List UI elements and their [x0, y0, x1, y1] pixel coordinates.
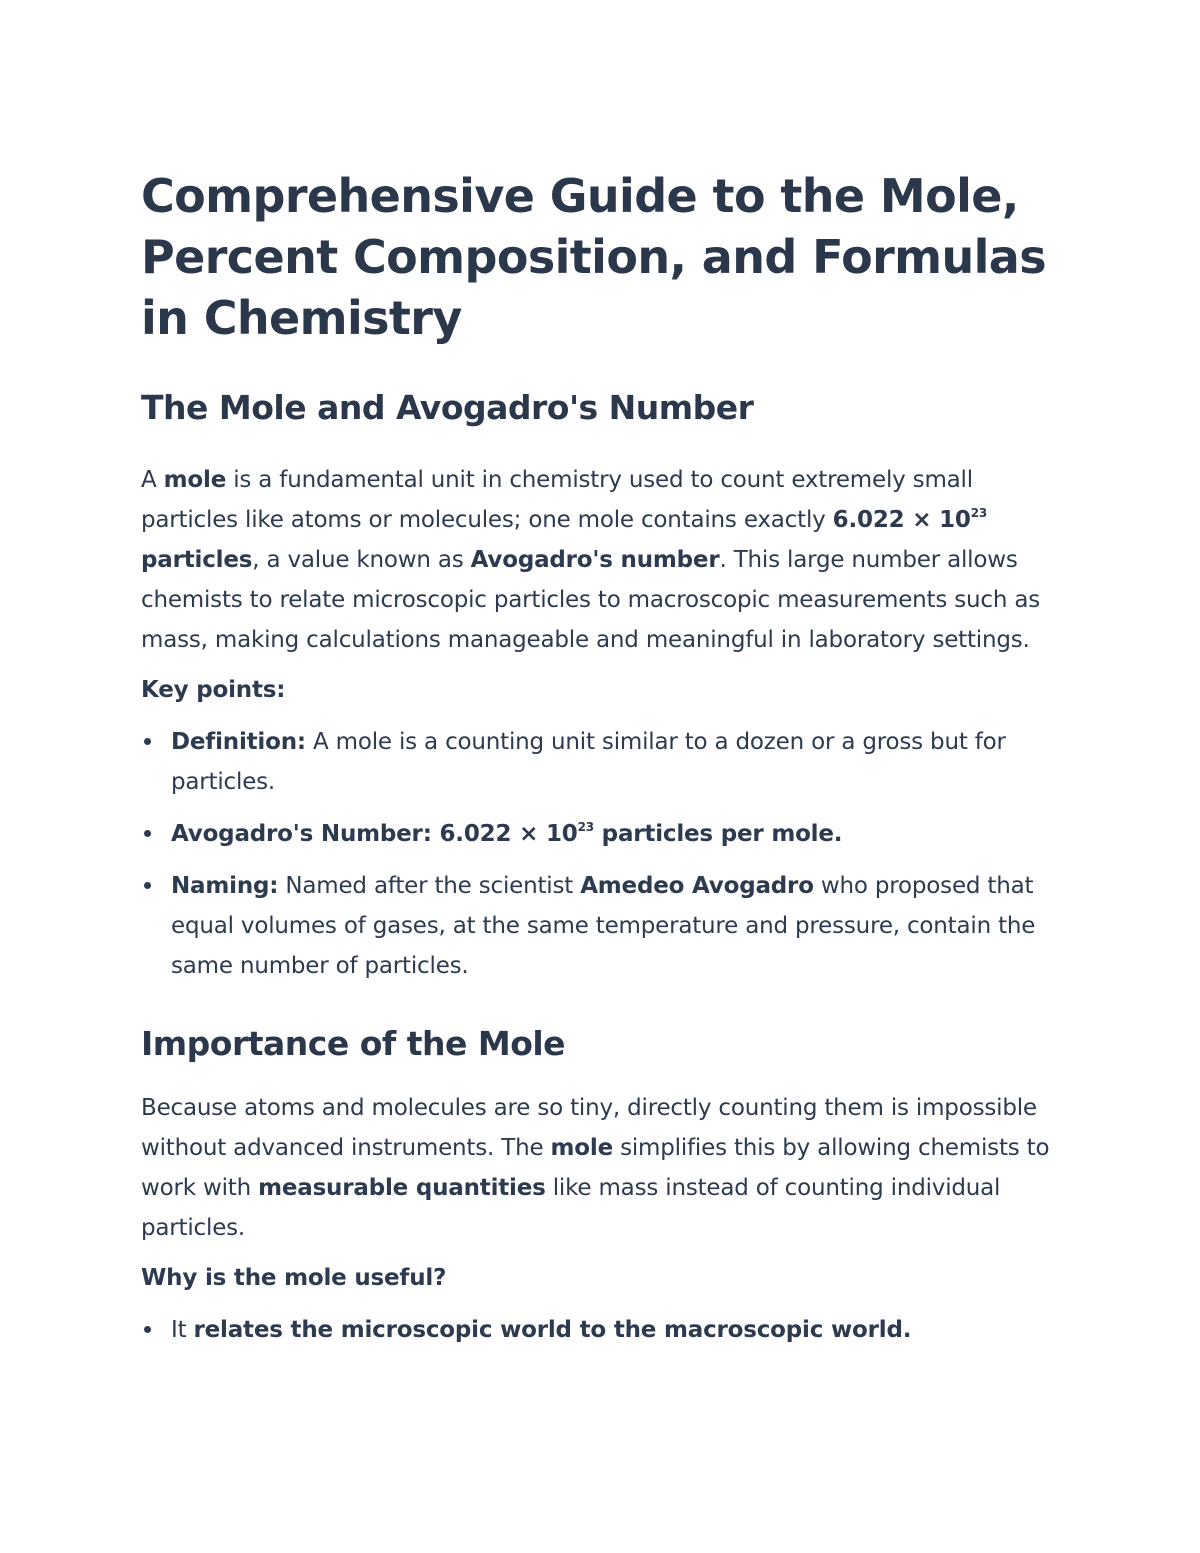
bullet-icon	[144, 882, 151, 889]
text-run: Because atoms and molecules are so tiny, directly counting them is impossible without advanced instruments. The	[141, 1095, 1037, 1161]
bullet-icon	[144, 1326, 151, 1333]
bold-run: 6.022 × 10	[832, 507, 971, 533]
bold-run: particles	[141, 547, 253, 573]
bold-run: measurable quantities	[258, 1175, 546, 1201]
text-run: A mole is a counting unit similar to a dozen or a gross but for particles.	[171, 729, 1006, 795]
superscript	[578, 820, 594, 834]
bullet-icon	[144, 738, 151, 745]
text-run: . This large number allows chemists to relate microscopic particles to macroscopic measurements such as mass, making calculations manageable and meaningful in laboratory settings.	[141, 547, 1041, 653]
bold-run: mole	[163, 467, 227, 493]
bold-run: 23	[970, 506, 988, 520]
bold-run: Amedeo Avogadro	[580, 873, 814, 899]
bold-run: mole	[550, 1135, 613, 1161]
bold-run: 23	[577, 820, 594, 834]
paragraph-mole-definition	[141, 460, 1061, 660]
text-run: simplifies this by allowing chemists to work with	[141, 1135, 1050, 1201]
text-run: Named after the scientist	[278, 873, 581, 899]
bold-run: Avogadro's Number: 6.022 × 10	[171, 821, 578, 847]
text-run: who proposed that equal volumes of gases, at the same temperature and pressure, contain the same number of particles.	[171, 873, 1036, 979]
superscript	[971, 506, 987, 520]
text-run: like mass instead of counting individual particles.	[141, 1175, 1001, 1241]
bold-run: Naming:	[171, 873, 279, 899]
key-points-list	[141, 722, 1061, 986]
why-useful-list	[141, 1310, 1061, 1350]
text-run: , a value known as	[252, 547, 471, 573]
page-title: Comprehensive Guide to the Mole, Percent Composition, and Formulas in Chemistry	[141, 169, 1047, 345]
list-item	[141, 866, 1061, 986]
list-item	[141, 1310, 1061, 1350]
why-useful-label: Why is the mole useful?	[141, 1265, 447, 1291]
text-run: is a fundamental unit in chemistry used to count extremely small particles like atoms or molecules; one mole contains exactly	[141, 467, 973, 533]
list-item	[141, 722, 1061, 802]
section-heading-mole-avogadro: The Mole and Avogadro's Number	[141, 388, 754, 427]
bullet-icon	[144, 830, 151, 837]
document-page	[141, 166, 1061, 1362]
bold-run: particles per mole.	[593, 821, 843, 847]
bold-run: Definition:	[171, 729, 306, 755]
key-points-label: Key points:	[141, 677, 286, 703]
section-heading-importance: Importance of the Mole	[141, 1024, 566, 1063]
text-run: It	[171, 1317, 194, 1343]
list-item	[141, 814, 1061, 854]
bold-run: Avogadro's number	[470, 547, 720, 573]
text-run: A	[141, 467, 164, 493]
paragraph-importance	[141, 1088, 1061, 1248]
bold-run: relates the microscopic world to the macroscopic world.	[193, 1317, 912, 1343]
